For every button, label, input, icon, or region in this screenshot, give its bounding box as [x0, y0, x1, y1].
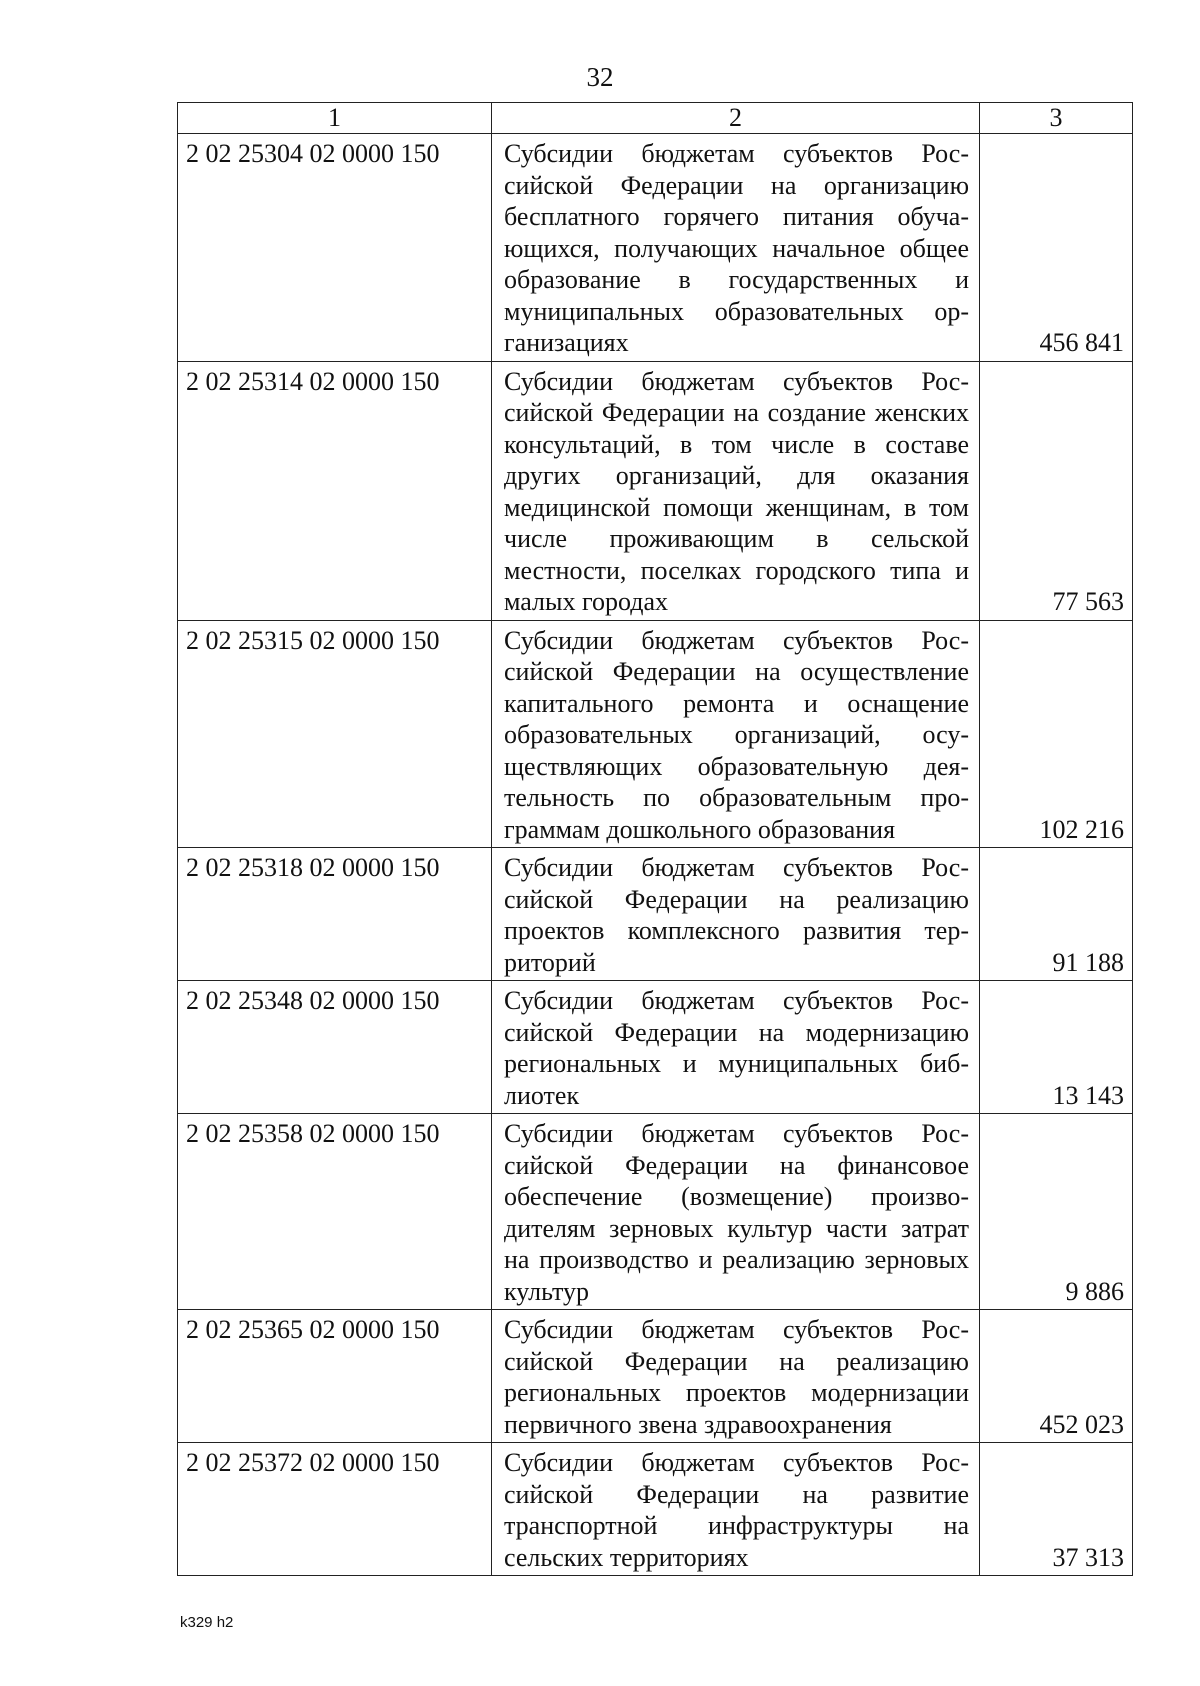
- classification-code: 2 02 25358 02 0000 150: [178, 1114, 492, 1310]
- table-row: [178, 1310, 1133, 1443]
- table-row: [178, 134, 1133, 362]
- budget-table: [177, 102, 1133, 1576]
- table-body: [178, 134, 1133, 1576]
- classification-code: 2 02 25372 02 0000 150: [178, 1443, 492, 1576]
- amount-value: 452 023: [980, 1310, 1133, 1443]
- revenue-description: Субсидии бюджетам субъектов Российской Федерации на организацию бесплатного горячего питания обучающихся, получающих начальное общее образование в государственных и муниципальных образовательных организациях: [492, 134, 980, 362]
- revenue-description: Субсидии бюджетам субъектов Российской Федерации на модернизацию региональных и муниципальных библиотек: [492, 981, 980, 1114]
- amount-value: 37 313: [980, 1443, 1133, 1576]
- table-row: [178, 1114, 1133, 1310]
- amount-value: 13 143: [980, 981, 1133, 1114]
- classification-code: 2 02 25348 02 0000 150: [178, 981, 492, 1114]
- revenue-description: Субсидии бюджетам субъектов Российской Федерации на финансовое обеспечение (возмещение) производителям зерновых культур части затрат на производство и реализацию зерновых культур: [492, 1114, 980, 1310]
- classification-code: 2 02 25314 02 0000 150: [178, 361, 492, 620]
- revenue-description: Субсидии бюджетам субъектов Российской Федерации на осуществление капитального ремонта и оснащение образовательных организаций, осуществляющих образовательную деятельность по образовательным программам дошкольного образования: [492, 620, 980, 848]
- amount-value: 77 563: [980, 361, 1133, 620]
- classification-code: 2 02 25365 02 0000 150: [178, 1310, 492, 1443]
- header-col-3: 3: [980, 103, 1133, 134]
- table-row: [178, 620, 1133, 848]
- revenue-description: Субсидии бюджетам субъектов Российской Федерации на развитие транспортной инфраструктуры на сельских территориях: [492, 1443, 980, 1576]
- header-row: [178, 103, 1133, 134]
- table-row: [178, 1443, 1133, 1576]
- amount-value: 456 841: [980, 134, 1133, 362]
- page-number: 32: [586, 62, 614, 92]
- table-row: [178, 981, 1133, 1114]
- revenue-description: Субсидии бюджетам субъектов Российской Федерации на создание женских консультаций, в том числе в составе других организаций, для оказания медицинской помощи женщинам, в том числе проживающим в сельской местности, поселках городского типа и малых городах: [492, 361, 980, 620]
- table-row: [178, 361, 1133, 620]
- table-header: [178, 103, 1133, 134]
- header-col-1: 1: [178, 103, 492, 134]
- revenue-description: Субсидии бюджетам субъектов Российской Федерации на реализацию проектов комплексного развития территорий: [492, 848, 980, 981]
- table-row: [178, 848, 1133, 981]
- header-col-2: 2: [492, 103, 980, 134]
- revenue-description: Субсидии бюджетам субъектов Российской Федерации на реализацию региональных проектов модернизации первичного звена здравоохранения: [492, 1310, 980, 1443]
- amount-value: 102 216: [980, 620, 1133, 848]
- classification-code: 2 02 25315 02 0000 150: [178, 620, 492, 848]
- classification-code: 2 02 25304 02 0000 150: [178, 134, 492, 362]
- amount-value: 9 886: [980, 1114, 1133, 1310]
- document-code-mark: k329 h2: [180, 1614, 234, 1631]
- classification-code: 2 02 25318 02 0000 150: [178, 848, 492, 981]
- amount-value: 91 188: [980, 848, 1133, 981]
